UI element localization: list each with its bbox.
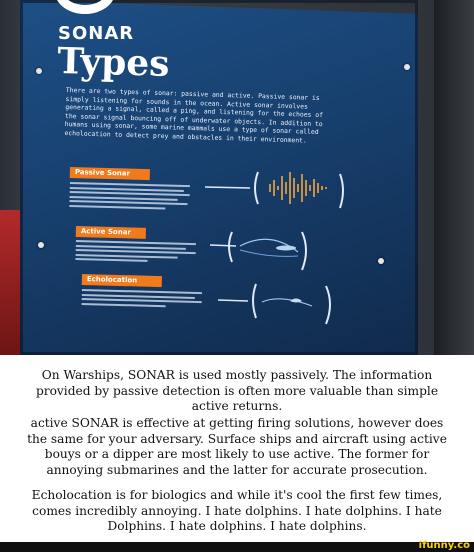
meme-caption [0, 355, 474, 542]
watermark-bar [0, 542, 474, 552]
active-sonar-diagram [210, 232, 306, 270]
passive-sonar-label: Passive Sonar [70, 167, 150, 180]
exhibit-title: Types [56, 40, 171, 85]
echolocation-description [82, 289, 202, 310]
caption-paragraph-1: On Warships, SONAR is used mostly passively. The information provided by passive detection is often more valuable than simple active returns. [35, 368, 439, 413]
sonar-diagrams [200, 160, 360, 330]
sound-wave-icon [266, 172, 326, 204]
echolocation-diagram [218, 284, 330, 324]
echolocation-label: Echolocation [82, 274, 162, 287]
mounting-screw [404, 64, 410, 70]
caption-paragraph-2: active SONAR is effective at getting firing solutions, however does the same for your adversary. Surface ships and aircraft using active bouys or a dipper are most likely to use active. The former for annoying submarines and the latter for accurate prosecution. [27, 416, 447, 477]
exhibit-kicker: SONAR [58, 23, 135, 44]
caption-paragraph-3: Echolocation is for biologics and while it's cool the first few times, comes incredibly annoying. I hate dolphins. I hate dolphins. I hate Dolphins. I hate dolphins. I hate dolphins. [31, 488, 443, 533]
ifunny-watermark: ifunny.co [418, 540, 470, 551]
exhibit-intro-text: There are two types of sonar: passive and active. Passive sonar is simply listening for sounds in the ocean. Active sonar involves generating a signal, called a ping, and listening for the echoes of the sonar signal bouncing off of underwater objects. In addition to humans using sonar, some marine mammals use a type of sonar called echolocation to detect prey and obstacles in their environment. [64, 86, 324, 145]
passive-sonar-diagram [205, 172, 343, 208]
mounting-screw [36, 68, 42, 74]
dark-wall-edge [434, 0, 474, 355]
active-sonar-description [75, 240, 196, 266]
active-sonar-label: Active Sonar [76, 226, 146, 239]
mounting-screw [378, 258, 384, 264]
mounting-screw [38, 242, 44, 248]
passive-sonar-description [69, 182, 190, 212]
submarine-icon [276, 246, 296, 251]
